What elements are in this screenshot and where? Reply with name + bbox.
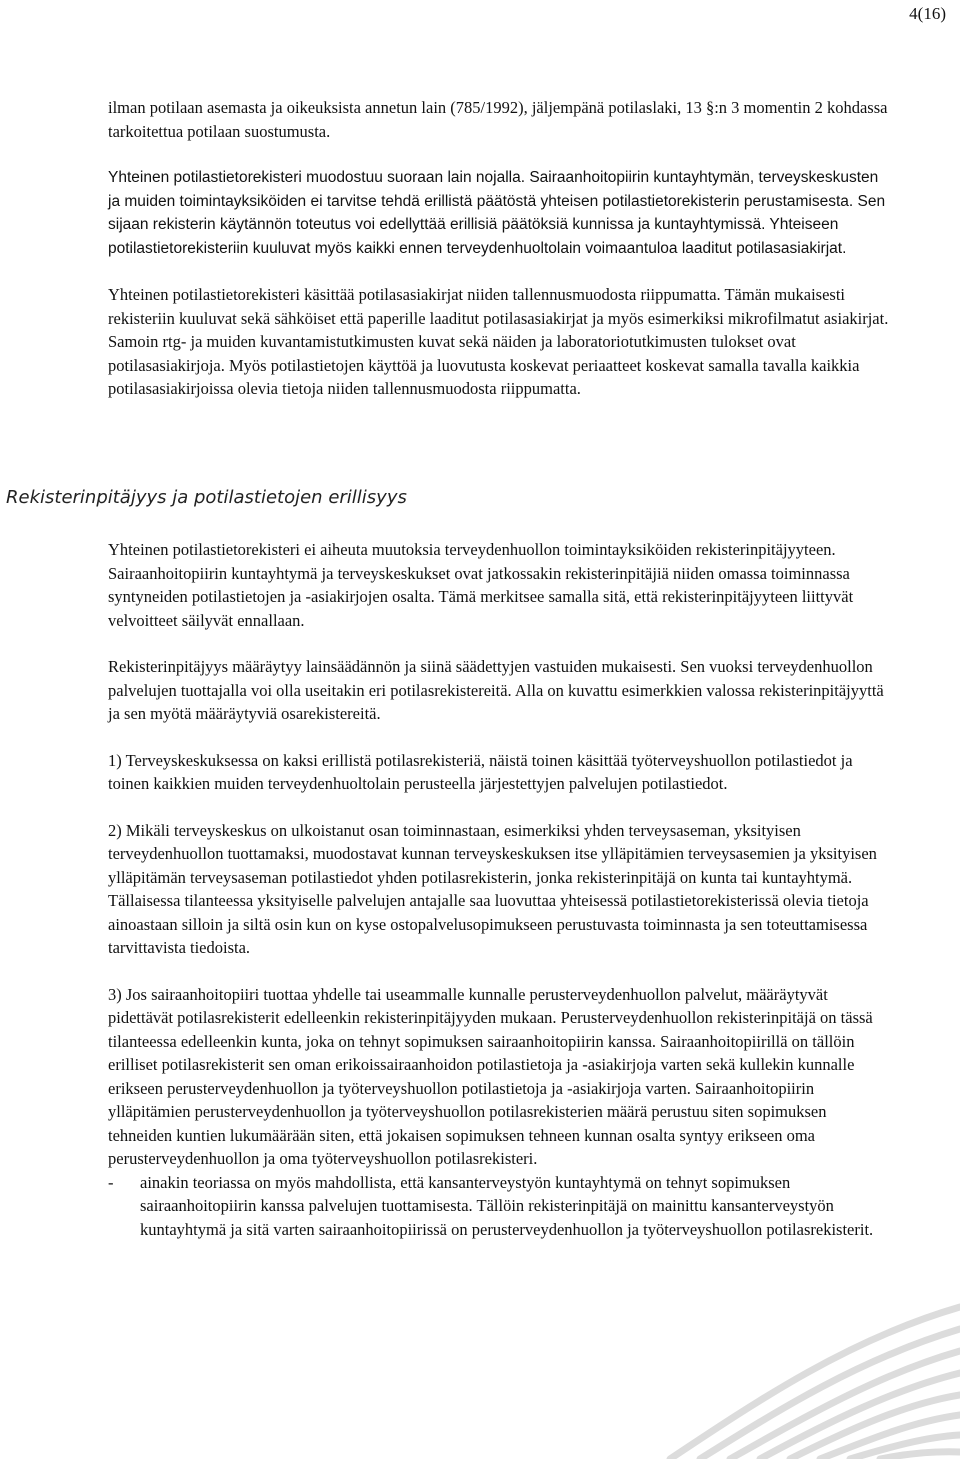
- decorative-wave-watermark: [660, 1289, 960, 1459]
- bullet-text: ainakin teoriassa on myös mahdollista, että kansanterveystyön kuntayhtymä on tehnyt sopimuksen sairaanhoitopiirin kanssa palvelujen tuottamisesta. Tällöin rekisterinpitäjä on mainittu kansanterveystyön kuntayhtymä ja sitä varten sairaanhoitopiirissä on perusterveydenhuollon ja työterveyshuollon potilasrekisterit.: [140, 1172, 874, 1239]
- paragraph-example-2: 2) Mikäli terveyskeskus on ulkoistanut osan toiminnastaan, esimerkiksi yhden terveysaseman, yksityisen terveydenhuollon tuottamaksi, muodostavat kunnan terveyskeskuksen itse ylläpitämien terveysasemien ja yksityisen ylläpitämän terveysaseman potilastiedot yhden potilasrekisterin, jonka rekisterinpitäjä on kunta tai kuntayhtymä. Tällaisessa tilanteessa yksityiselle palvelujen antajalle saa luovuttaa yhteisessä potilastietorekisterissä olevia tietoja ainoastaan silloin ja siltä osin kun on kyse ostopalvelusopimukseen perustuvasta toiminnasta ja sen toteuttamisessa tarvittavista tiedoista.: [108, 820, 877, 957]
- paragraph-storage-format: Yhteinen potilastietorekisteri käsittää potilasasiakirjat niiden tallennusmuodosta riippumatta. Tämän mukaisesti rekisteriin kuuluvat sekä sähköiset että paperille laaditut potilasasiakirjat ja myös esimerkiksi mikrofilmatut asiakirjat. Samoin rtg- ja muiden kuvantamistutkimusten kuvat sekä näiden ja laboratoriotutkimusten tulokset ovat potilasasiakirjoja. Myös potilastietojen käyttöä ja luovutusta koskevat periaatteet koskevat samalla tavalla kaikkia potilasasiakirjoissa olevia tietoja niiden tallennusmuodosta riippumatta.: [108, 285, 889, 398]
- paragraph-register-formation: Yhteinen potilastietorekisteri muodostuu suoraan lain nojalla. Sairaanhoitopiirin kuntayhtymän, terveyskeskusten ja muiden toimintayksiköiden ei tarvitse tehdä erillistä päätöstä yhteisen potilastietorekisterin perustamisesta. Sen sijaan rekisterin käytännön toteutus voi edellyttää erillisiä päätöksiä kunnissa ja kuntayhtymissä. Yhteiseen potilastietorekisteriin kuuluvat myös kaikki ennen terveydenhuoltolain voimaantuloa laaditut potilasasiakirjat.: [108, 169, 886, 257]
- page-number: 4(16): [909, 4, 946, 23]
- bullet-item: [108, 1171, 894, 1242]
- section-text: [108, 538, 894, 1241]
- paragraph-legislation: Rekisterinpitäjyys määräytyy lainsäädännön ja siinä säädettyjen vastuiden mukaisesti. Sen vuoksi terveydenhuollon palvelujen tuottajalla voi olla useitakin eri potilasrekistereitä. Alla on kuvattu esimerkkien valossa rekisterinpitäjyyttä ja sen myötä määräytyviä osarekistereitä.: [108, 657, 884, 723]
- intro-text: [108, 96, 894, 424]
- paragraph-potilaslaki: ilman potilaan asemasta ja oikeuksista annetun lain (785/1992), jäljempänä potilaslaki, 13 §:n 3 momentin 2 kohdassa tarkoitettua potilaan suostumusta.: [108, 98, 888, 141]
- paragraph-example-1: 1) Terveyskeskuksessa on kaksi erillistä potilasrekisteriä, näistä toinen käsittää työterveyshuollon potilastiedot ja toinen kaikkien muiden terveydenhuoltolain perusteella järjestettyjen palvelujen potilastiedot.: [108, 750, 853, 793]
- paragraph-example-3: 3) Jos sairaanhoitopiiri tuottaa yhdelle tai useammalle kunnalle perusterveydenhuollon palvelut, määräytyvät pidettävät potilasrekisterit edelleenkin rekisterinpitäjyyden mukaan. Perusterveydenhuollon rekisterinpitäjä on tässä tilanteessa edelleenkin kunta, joka on tehnyt sopimuksen sairaanhoitopiirin kanssa. Sairaanhoitopiirillä on tällöin erilliset potilasrekisterit sen oman erikoissairaanhoidon potilastietoja ja -asiakirjoja varten sekä kullekin kunnalle erikseen perusterveydenhuollon ja työterveyshuollon potilastietoja ja -asiakirjoja varten. Sairaanhoitopiirin ylläpitämien perusterveydenhuollon ja työterveyshuollon potilasrekisterien määrä perustuu siten sopimuksen tehneiden kuntien lukumäärään siten, että jokaisen sopimuksen tehneen kunnan osalta syntyy erikseen oma perusterveydenhuollon ja oma työterveyshuollon potilasrekisteri.: [108, 984, 873, 1168]
- bullet-mark: -: [108, 1172, 114, 1192]
- paragraph-controller: Yhteinen potilastietorekisteri ei aiheuta muutoksia terveydenhuollon toimintayksiköiden rekisterinpitäjyyteen. Sairaanhoitopiirin kuntayhtymä ja terveyskeskukset ovat jatkossakin rekisterinpitäjiä niiden omassa toiminnassa syntyneiden potilastietojen ja -asiakirjojen osalta. Tämä merkitsee samalla sitä, että rekisterinpitäjyyteen liittyvät velvoitteet säilyvät ennallaan.: [108, 540, 854, 630]
- section-heading: Rekisterinpitäjyys ja potilastietojen erillisyys: [6, 487, 407, 508]
